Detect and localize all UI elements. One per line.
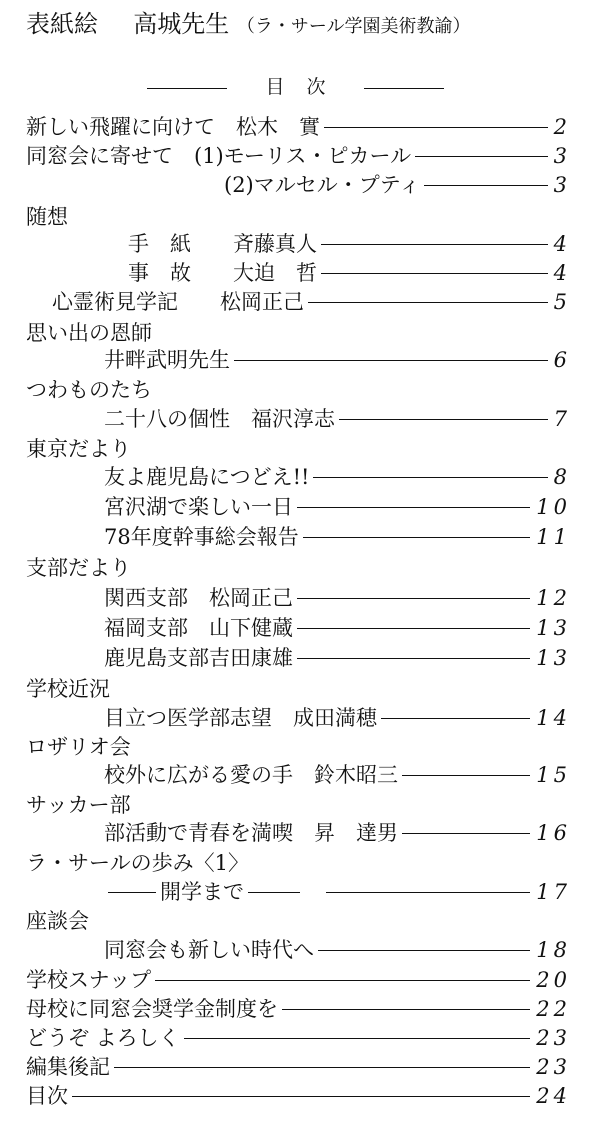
toc-entry-title: 友よ鹿児島につどえ!!: [104, 465, 310, 489]
toc-entry-page: 4: [553, 261, 571, 285]
toc-entry[interactable]: [104, 584, 571, 612]
toc-entry-title: 事 故 大迫 哲: [128, 261, 317, 285]
toc-entry-page: 5: [553, 290, 571, 314]
toc-entry-title: 同窓会に寄せて (1)モーリス・ピカール: [26, 144, 412, 168]
toc-entry[interactable]: [26, 995, 571, 1023]
toc-entry[interactable]: [104, 523, 571, 551]
toc-entry-page: 7: [553, 407, 571, 431]
toc-heading-text: 目次: [265, 76, 348, 98]
leader-line: [339, 419, 548, 420]
toc-entry-title: 心霊術見学記 松岡正己: [52, 290, 304, 314]
toc-entry-title: 目立つ医学部志望 成田満穂: [104, 706, 377, 730]
toc-entry[interactable]: [52, 288, 571, 316]
toc-entry[interactable]: [104, 405, 571, 433]
leader-line: [184, 1038, 531, 1039]
toc-entry-page: 10: [536, 495, 571, 519]
toc-entry-page: 11: [536, 525, 571, 549]
toc-entry-page: 6: [553, 348, 571, 372]
toc-section: ラ・サールの歩み〈1〉: [26, 851, 249, 875]
toc-entry-title: 母校に同窓会奨学金制度を: [26, 997, 278, 1021]
toc-entry-title: 鹿児島支部吉田康雄: [104, 646, 293, 670]
toc-entry[interactable]: [26, 142, 571, 170]
leader-line: [318, 950, 530, 951]
toc-entry[interactable]: [104, 761, 571, 789]
toc-entry-page: 13: [536, 616, 571, 640]
toc-entry-page: 23: [536, 1055, 571, 1079]
leader-line: [297, 507, 530, 508]
toc-entry-page: 12: [536, 586, 571, 610]
toc-entry[interactable]: [104, 346, 571, 374]
toc-entry-page: 23: [536, 1026, 571, 1050]
toc-section: サッカー部: [26, 793, 131, 817]
toc-entry-title: 二十八の個性 福沢淳志: [104, 407, 335, 431]
toc-entry[interactable]: [128, 259, 571, 287]
leader-line: [424, 185, 548, 186]
toc-entry-page: 15: [536, 763, 571, 787]
toc-entry[interactable]: [104, 463, 571, 491]
leader-line: [234, 360, 548, 361]
leader-line: [297, 598, 530, 599]
toc-entry[interactable]: [104, 819, 571, 847]
toc-entry-page: 3: [553, 173, 571, 197]
toc-entry-page: 24: [536, 1084, 571, 1108]
toc-entry[interactable]: [26, 1053, 571, 1081]
toc-section: つわものたち: [26, 378, 152, 402]
leader-line: [282, 1009, 530, 1010]
cover-credit: [26, 8, 586, 40]
toc-entry[interactable]: [104, 644, 571, 672]
toc-entry[interactable]: [26, 113, 571, 141]
leader-line: [402, 833, 530, 834]
toc-entry-page: 14: [536, 706, 571, 730]
toc-section: 思い出の恩師: [26, 321, 152, 345]
toc-entry[interactable]: [26, 1024, 571, 1052]
leader-line: [326, 892, 530, 893]
heading-rule-right: [364, 88, 444, 89]
toc-entry[interactable]: [104, 878, 571, 906]
leader-line: [321, 273, 548, 274]
toc-section: 学校近況: [26, 677, 110, 701]
toc-heading: [0, 74, 591, 100]
toc-entry[interactable]: [224, 171, 571, 199]
toc-entry-page: 16: [536, 821, 571, 845]
toc-entry-title: 学校スナップ: [26, 968, 152, 992]
cover-label: 表紙絵: [26, 10, 98, 38]
leader-line: [297, 658, 530, 659]
leader-line: [303, 537, 531, 538]
cover-artist: 高城先生: [133, 10, 230, 38]
toc-entry-title: 新しい飛躍に向けて 松木 實: [26, 115, 320, 139]
toc-entry-page: 8: [553, 465, 571, 489]
dash-rule: [108, 892, 156, 893]
toc-entry[interactable]: [128, 230, 571, 258]
toc-entry-page: 2: [553, 115, 571, 139]
leader-line: [114, 1067, 530, 1068]
toc-entry-page: 22: [536, 997, 571, 1021]
toc-entry-title: 福岡支部 山下健蔵: [104, 616, 293, 640]
toc-entry-page: 20: [536, 968, 571, 992]
toc-entry-title: (2)マルセル・プティ: [224, 173, 421, 197]
leader-line: [313, 477, 547, 478]
toc-entry-title: 校外に広がる愛の手 鈴木昭三: [104, 763, 398, 787]
toc-entry-title: どうぞ よろしく: [26, 1026, 180, 1050]
leader-line: [415, 156, 548, 157]
toc-entry-page: 17: [536, 880, 571, 904]
cover-affiliation: （ラ・サール学園美術教諭）: [236, 16, 471, 37]
toc-entry-title: 同窓会も新しい時代へ: [104, 938, 314, 962]
toc-entry[interactable]: [26, 1082, 571, 1110]
toc-entry-page: 3: [553, 144, 571, 168]
toc-entry-title: 78年度幹事総会報告: [104, 525, 299, 549]
toc-entry-title: 部活動で青春を満喫 昇 達男: [104, 821, 398, 845]
leader-line: [308, 302, 548, 303]
toc-entry[interactable]: [104, 704, 571, 732]
toc-section: 座談会: [26, 909, 89, 933]
leader-line: [381, 718, 530, 719]
toc-entry-page: 18: [536, 938, 571, 962]
toc-entry-page: 4: [553, 232, 571, 256]
toc-entry-title: 編集後記: [26, 1055, 110, 1079]
toc-entry-title: 開学まで: [160, 880, 244, 904]
toc-entry[interactable]: [26, 966, 571, 994]
toc-section: 東京だより: [26, 437, 131, 461]
toc-section: 支部だより: [26, 556, 131, 580]
toc-section: ロザリオ会: [26, 735, 131, 759]
toc-entry-title: 手 紙 斉藤真人: [128, 232, 317, 256]
leader-line: [155, 980, 530, 981]
toc-entry[interactable]: [104, 936, 571, 964]
toc-entry-title: 宮沢湖で楽しい一日: [104, 495, 293, 519]
leader-line: [402, 775, 530, 776]
heading-rule-left: [147, 88, 227, 89]
toc-entry[interactable]: [104, 614, 571, 642]
leader-line: [72, 1096, 530, 1097]
toc-entry-title: 関西支部 松岡正己: [104, 586, 293, 610]
toc-entry-title: 井畔武明先生: [104, 348, 230, 372]
toc-entry-title: 目次: [26, 1084, 68, 1108]
toc-section: 随想: [26, 205, 68, 229]
toc-entry[interactable]: [104, 493, 571, 521]
toc-entry-page: 13: [536, 646, 571, 670]
leader-line: [321, 244, 548, 245]
leader-line: [324, 127, 548, 128]
dash-rule: [248, 892, 300, 893]
leader-line: [297, 628, 530, 629]
